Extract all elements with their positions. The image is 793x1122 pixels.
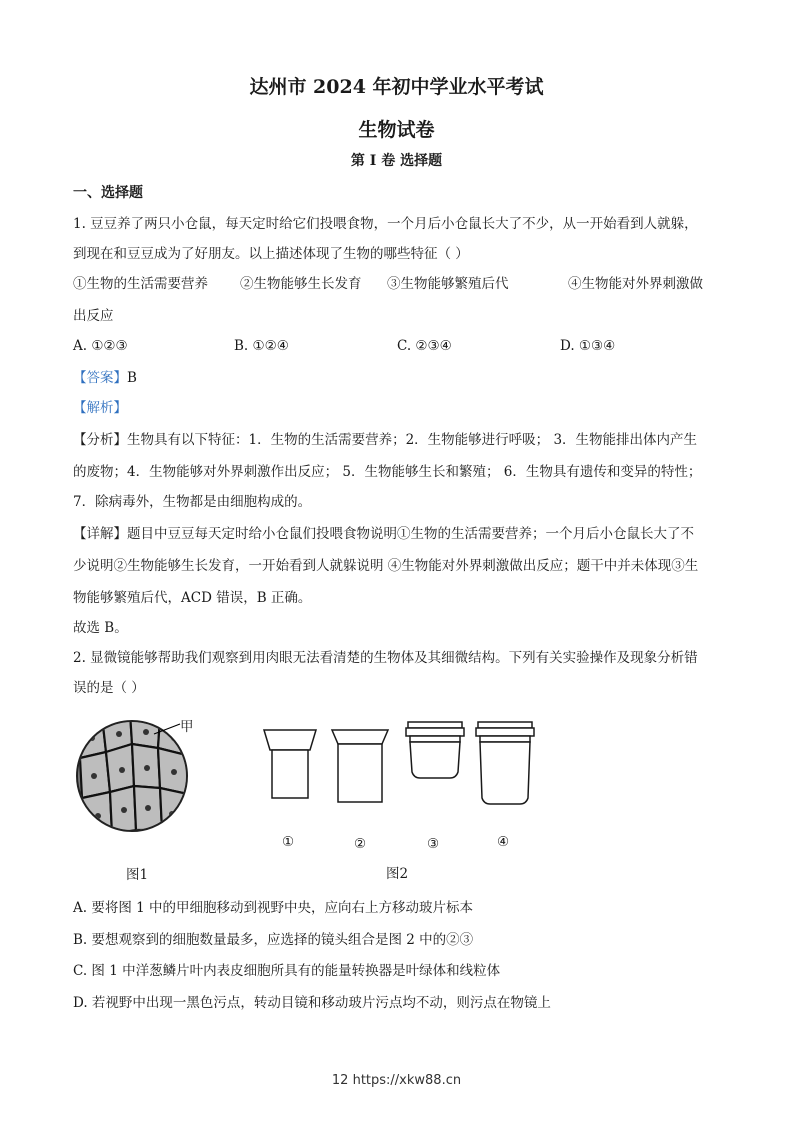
section-heading: 一、选择题: [73, 185, 143, 201]
exam-subtitle: 生物试卷: [358, 119, 435, 141]
figure1-caption: 图1: [126, 867, 149, 883]
lens-label-4: ④: [497, 834, 510, 850]
q1-conclusion: 故选 B。: [73, 620, 128, 636]
q2-option-b: B. 要想观察到的细胞数量最多，应选择的镜头组合是图 2 中的②③: [73, 932, 474, 948]
lens-1: [264, 730, 316, 750]
lens-label-3: ③: [427, 836, 440, 852]
q2-option-c: C. 图 1 中洋葱鳞片叶内表皮细胞所具有的能量转换器是叶绿体和线粒体: [73, 963, 501, 979]
q2-option-a: A. 要将图 1 中的甲细胞移动到视野中央，应向右上方移动玻片标本: [73, 900, 474, 916]
answer-value: B: [127, 370, 137, 386]
fenxi-tag: 【分析】: [73, 432, 127, 448]
q1-detail-line3: 物能够繁殖后代，ACD 错误，B 正确。: [73, 590, 312, 606]
q1-statement-2: ②生物能够生长发育: [240, 276, 362, 292]
q1-option-b: B. ①②④: [234, 338, 289, 354]
q1-fenxi-line2: 的废物；4．生物能够对外界刺激作出反应； 5．生物能够生长和繁殖； 6．生物具有遗传和变异的特性；: [73, 464, 702, 480]
q2-stem-line1: 2. 显微镜能够帮助我们观察到用肉眼无法看清楚的生物体及其细微结构。下列有关实验操作及现象分析错: [73, 650, 698, 666]
q1-statement-4-cont: 出反应: [73, 308, 114, 324]
figure2-caption: 图2: [386, 866, 409, 882]
detail-tag: 【详解】: [73, 526, 127, 542]
q2-stem-line2: 误的是（ ）: [73, 680, 145, 696]
lens-3: [410, 742, 460, 778]
q1-detail-line1: 【详解】题目中豆豆每天定时给小仓鼠们投喂食物说明①生物的生活需要营养；一个月后小仓鼠长大了不: [73, 526, 694, 542]
q1-stem-line2: 到现在和豆豆成为了好朋友。以上描述体现了生物的哪些特征（ ）: [73, 246, 469, 262]
exam-title: 达州市 2024 年初中学业水平考试: [249, 76, 544, 98]
page-footer: 12 https://xkw88.cn: [331, 1073, 462, 1088]
q1-fenxi-line1: 【分析】生物具有以下特征：1．生物的生活需要营养；2．生物能够进行呼吸； 3．生物能排出体内产生: [73, 432, 698, 448]
lens-label-1: ①: [282, 834, 295, 850]
answer-tag: 【答案】: [73, 370, 127, 386]
q2-option-d: D. 若视野中出现一黑色污点，转动目镜和移动玻片污点均不动，则污点在物镜上: [73, 995, 551, 1011]
q1-option-a: A. ①②③: [73, 338, 128, 354]
q1-statement-3: ③生物能够繁殖后代: [387, 276, 509, 292]
q1-detail-line2: 少说明②生物能够生长发育，一开始看到人就躲说明 ④生物能对外界刺激做出反应；题干中并未体现③生: [73, 558, 699, 574]
q1-statement-1: ①生物的生活需要营养: [73, 276, 208, 292]
lens-1-tube: [272, 750, 308, 798]
q1-option-d: D. ①③④: [560, 338, 616, 354]
lens-4: [480, 742, 530, 804]
q1-statement-4: ④生物能对外界刺激做: [568, 276, 703, 292]
q1-option-c: C. ②③④: [397, 338, 452, 354]
lens-2: [332, 730, 388, 744]
analysis-tag: 【解析】: [73, 400, 127, 416]
part-title: 第 I 卷 选择题: [350, 153, 443, 169]
q1-fenxi-line3: 7．除病毒外，生物都是由细胞构成的。: [73, 494, 312, 510]
q1-answer: [73, 368, 137, 388]
figure1-label-jia: 甲: [180, 719, 194, 735]
lens-2-tube: [338, 744, 382, 802]
q1-stem-line1: 1. 豆豆养了两只小仓鼠，每天定时给它们投喂食物，一个月后小仓鼠长大了不少，从一开始看到人就躲，: [73, 216, 698, 232]
lens-label-2: ②: [354, 836, 367, 852]
figure2-lenses: [258, 716, 548, 816]
